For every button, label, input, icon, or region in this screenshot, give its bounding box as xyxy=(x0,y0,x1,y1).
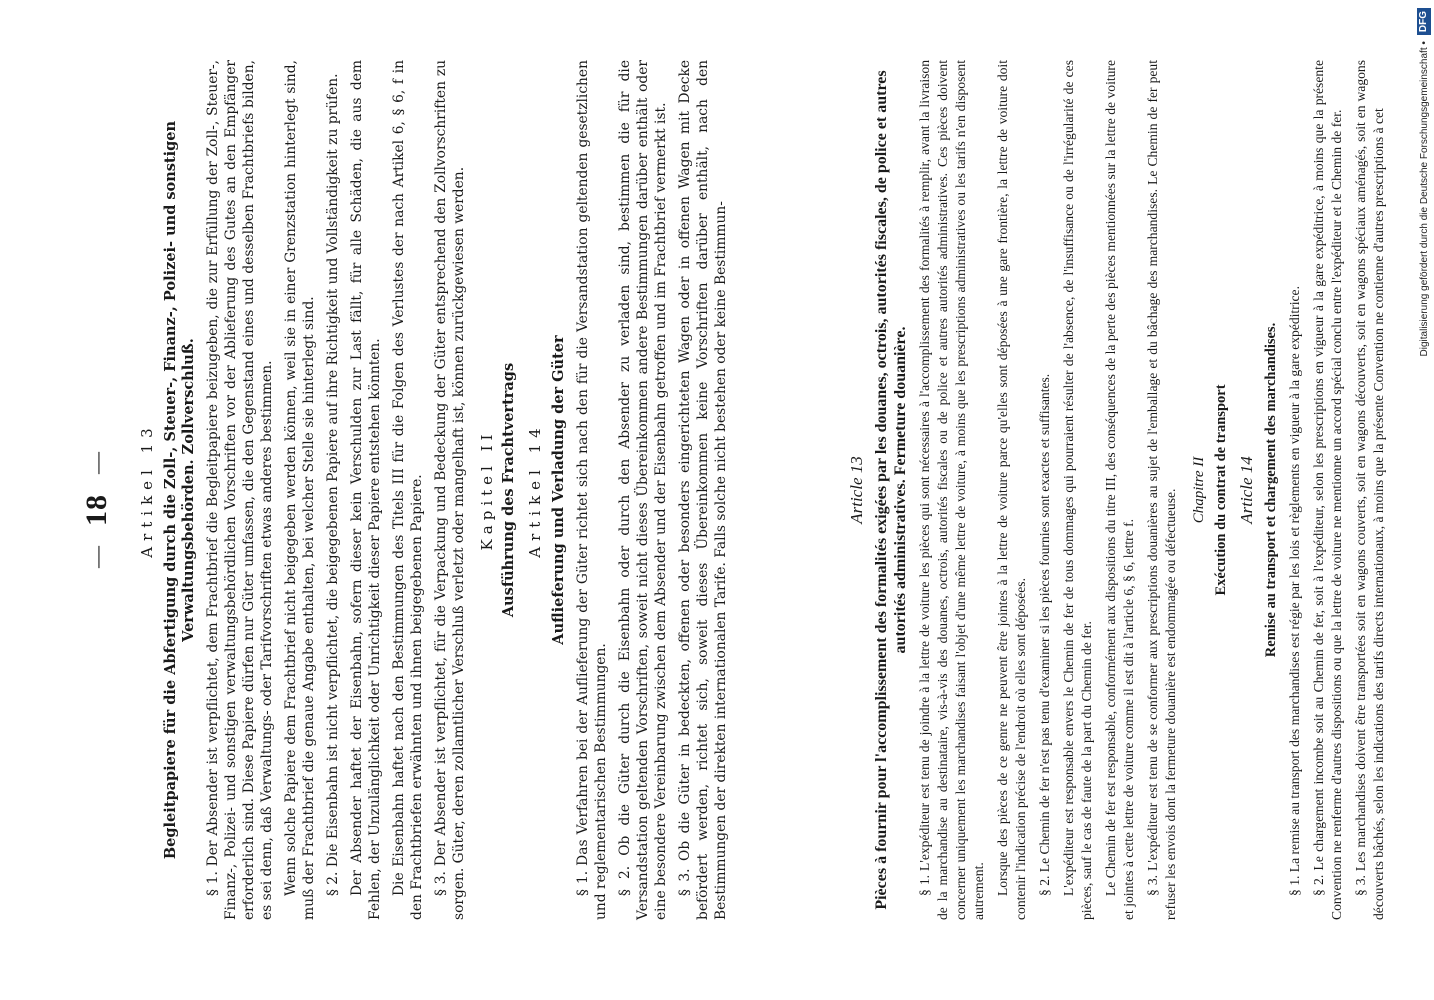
fr-article13-paragraph-1: § 1. L'expéditeur est tenu de joindre à la lettre de voiture les pièces qui sont nécessaires à l'accomplissement des formalités à remplir, avant la livraison de la marchandise au destinataire, vis-à-vis des douanes, octrois, autorités fiscales ou de police et autres autorités administratives. Ces pièces doivent concerner uniquement les marchandises faisant l'objet d'une même lettre de voiture, à moins que les prescriptions administratives ou les tarifs n'en disposent autrement. xyxy=(917,60,986,920)
de-article13-paragraph-3: § 2. Die Eisenbahn ist nicht verpflichtet, die beigegebenen Papiere auf ihre Richtigkeit und Vollständigkeit zu prüfen. xyxy=(325,73,341,896)
fr-article13-paragraph-3: § 2. Le Chemin de fer n'est pas tenu d'examiner si les pièces fournies sont exactes et suffisantes. xyxy=(1037,373,1052,896)
page-header xyxy=(80,60,114,960)
fr-article14-paragraph-1: § 1. La remise au transport des marchandises est régie par les lois et règlements en vigueur à la gare expéditrice. xyxy=(1287,286,1302,896)
credit-text: Digitalisierung gefördert durch die Deutsche Forschungsgemeinschaft • xyxy=(1418,41,1430,357)
de-article13-title: Begleitpapiere für die Abfertigung durch die Zoll-, Steuer-, Finanz-, Polizei- und sonstigen Verwaltungsbehörden. Zollverschluß. xyxy=(162,120,197,860)
de-article13-label: Artikel 13 xyxy=(138,422,156,558)
fr-article13-paragraph-2: Lorsque des pièces de ce genre ne peuvent être jointes à la lettre de voiture parce qu'elles sont déposées à une gare frontière, la lettre de voiture doit contenir l'indication précise de l'endroit où elles sont déposées. xyxy=(995,60,1028,920)
de-article13-paragraph-1: § 1. Der Absender ist verpflichtet, dem Frachtbrief die Begleitpapiere beizugeben, die zur Erfüllung der Zoll-, Steuer-, Finanz-, Polizei- und sonstigen verwaltungsbehördlichen Vorschriften vor der Ablieferung des Gutes an den Empfänger erforderlich sind. Diese Papiere dürfen nur Güter umfassen, die den Gegenstand eines und desselben Frachtbriefs bilden, es sei denn, daß Verwaltungs- oder Tarifvorschriften etwas anderes bestimmen. xyxy=(205,60,275,920)
fr-article14-paragraph-3: § 3. Les marchandises doivent être transportées soit en wagons couverts, soit en wagons découverts, soit en wagons spéciaux aménagés, soit en wagons découverts bâchés, selon les indications des tarifs directs internationaux, à moins que la présente Convention ne contienne d'autres prescriptions à cet xyxy=(1353,60,1386,920)
de-article13-paragraph-2: Wenn solche Papiere dem Frachtbrief nicht beigegeben werden können, weil sie in einer Grenzstation hinterlegt sind, muß der Frachtbrief die genaue Angabe enthalten, bei welcher Stelle sie hinterlegt sind. xyxy=(283,60,317,920)
header-dash-right: — xyxy=(84,452,109,474)
de-article14-paragraph-3: § 3. Ob die Güter in bedeckten, offenen oder besonders eingerichteten Wagen oder in offenen Wagen mit Decke befördert werden, richtet sich, soweit dieses Übereinkommen keine Vorschriften darüber enthält, nach den Bestimmungen der direkten internationalen Tarife. Falls solche nicht bestehen oder keine Bestimmun- xyxy=(677,60,729,920)
de-article13-paragraph-6: § 3. Der Absender ist verpflichtet, für die Verpackung und Bedeckung der Güter entsprechend den Zollvorschriften zu sorgen. Güter, deren zollamtlicher Verschluß verletzt oder mangelhaft ist, können zurückgewiesen werden. xyxy=(433,60,467,920)
german-column xyxy=(130,60,820,920)
digitization-credit xyxy=(1416,8,1432,998)
fr-article13-paragraph-5: Le Chemin de fer est responsable, conformément aux dispositions du titre III, des conséquences de la perte des pièces mentionnées sur la lettre de voiture et jointes à cette lettre de voiture comme il est dit à l'article 6, § 6, lettre f. xyxy=(1103,60,1136,920)
fr-article14-title: Remise au transport et chargement des marchandises. xyxy=(1263,322,1279,658)
de-article14-paragraph-2: § 2. Ob die Güter durch die Eisenbahn oder durch den Absender zu verladen sind, bestimmen die für die Versandstation geltenden Vorschriften, soweit nicht dieses Übereinkommen andere Bestimmungen darüber enthält oder eine besondere Vereinbarung zwischen dem Absender und der Eisenbahn getroffen und im Frachtbrief vermerkt ist. xyxy=(617,60,669,920)
fr-article14-label: Article 14 xyxy=(1237,456,1256,524)
page-number: 18 xyxy=(80,494,113,526)
de-chapter-label: Kapitel II xyxy=(478,429,496,551)
de-article13-paragraph-4: Der Absender haftet der Eisenbahn, sofern dieser kein Verschulden zur Last fällt, für alle Schäden, die aus dem Fehlen, der Unzulänglichkeit oder Unrichtigkeit dieser Papiere entstehen könnten. xyxy=(349,60,383,920)
fr-article14-paragraph-2: § 2. Le chargement incombe soit au Chemin de fer, soit à l'expéditeur, selon les prescriptions en vigueur à la gare expéditrice, à moins que la présente Convention ne renferme d'autres dispositions ou que la lettre de voiture ne mentionne un accord spécial conclu entre l'expéditeur et le Chemin de fer. xyxy=(1311,60,1344,920)
de-chapter-title: Ausführung des Frachtvertrags xyxy=(500,362,517,618)
de-article14-label: Artikel 14 xyxy=(526,422,544,558)
header-dash-left: — xyxy=(84,546,109,568)
de-article14-title: Auflieferung und Verladung der Güter xyxy=(550,335,567,645)
de-article13-paragraph-5: Die Eisenbahn haftet nach den Bestimmungen des Titels III für die Folgen des Verlustes der nach Artikel 6, § 6, f in den Frachtbriefen erwähnten und ihnen beigegebenen Papiere. xyxy=(391,60,425,920)
dfg-logo-icon: DFG xyxy=(1417,8,1431,35)
fr-article13-title: Pièces à fournir pour l'accomplissement des formalités exigées par les douanes, octrois, autorités fiscales, de police et autres autorités administratives. Fermeture douanière. xyxy=(873,70,909,910)
fr-chapter-title: Exécution du contrat de transport xyxy=(1213,384,1229,596)
fr-article13-paragraph-6: § 3. L'expéditeur est tenu de se conformer aux prescriptions douanières au sujet de l'emballage et du bâchage des marchandises. Le Chemin de fer peut refuser les envois dont la fermeture douanière est endommagée ou défectueuse. xyxy=(1145,60,1178,920)
fr-chapter-label: Chapitre II xyxy=(1191,456,1207,524)
fr-article13-paragraph-4: L'expéditeur est responsable envers le Chemin de fer de tous dommages qui pourraient résulter de l'absence, de l'insuffisance ou de l'irrégularité de ces pièces, sauf le cas de faute de la part du Chemin de fer. xyxy=(1061,60,1094,920)
french-column xyxy=(840,60,1386,920)
fr-article13-label: Article 13 xyxy=(847,456,866,524)
de-article14-paragraph-1: § 1. Das Verfahren bei der Auflieferung der Güter richtet sich nach den für die Versandstation geltenden gesetzlichen und reglementarischen Bestimmungen. xyxy=(575,60,609,920)
